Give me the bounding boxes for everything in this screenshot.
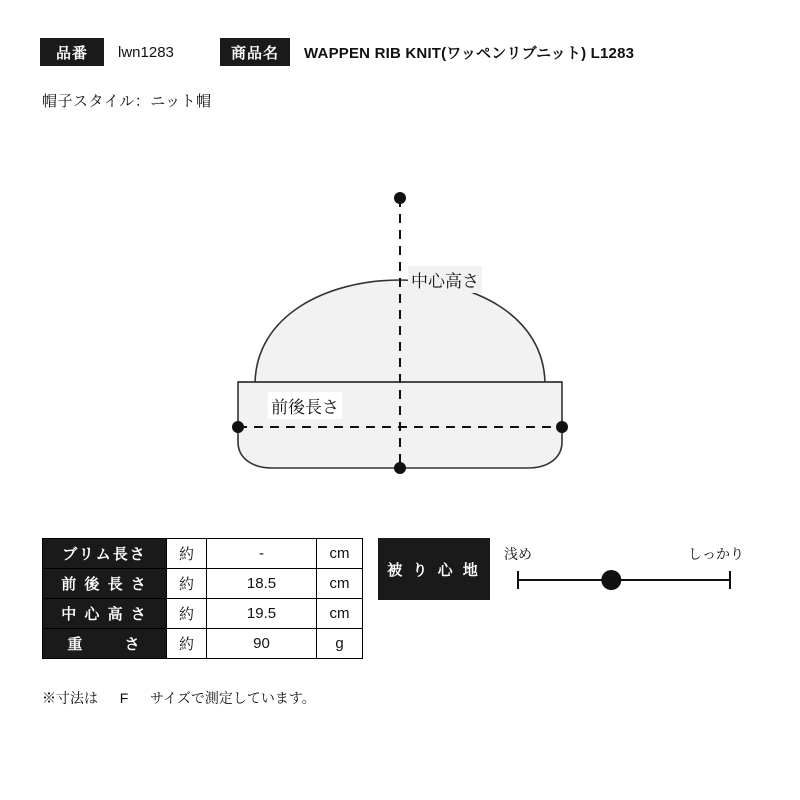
fit-left-label: 浅め	[504, 546, 532, 562]
fit-right-label: しっかり	[688, 546, 744, 562]
header	[40, 38, 760, 66]
table-row	[43, 539, 363, 569]
row-value: 19.5	[207, 599, 317, 629]
fit-marker	[601, 570, 621, 590]
row-approx: 約	[167, 569, 207, 599]
product-name-value: WAPPEN RIB KNIT(ワッペンリブニット) L1283	[304, 44, 635, 62]
table-row	[43, 569, 363, 599]
measurement-table	[42, 538, 363, 659]
hat-style-line: 帽子スタイル：ニット帽	[42, 93, 212, 110]
row-label: ブリム長さ	[43, 539, 167, 569]
row-unit: cm	[317, 539, 363, 569]
row-label: 中 心 高 さ	[43, 599, 167, 629]
note-suffix: サイズで測定しています。	[150, 690, 316, 706]
row-unit: cm	[317, 599, 363, 629]
row-approx: 約	[167, 599, 207, 629]
product-code-label: 品番	[40, 38, 104, 66]
product-name-label: 商品名	[220, 38, 290, 66]
row-value: 90	[207, 629, 317, 659]
row-label: 前 後 長 さ	[43, 569, 167, 599]
product-code-value: lwn1283	[118, 43, 174, 61]
fit-scale	[490, 538, 758, 600]
measurement-note	[42, 688, 316, 708]
fit-gauge-box	[378, 538, 758, 600]
row-unit: g	[317, 629, 363, 659]
row-unit: cm	[317, 569, 363, 599]
hat-diagram	[180, 150, 620, 500]
row-label: 重 さ	[43, 629, 167, 659]
row-approx: 約	[167, 539, 207, 569]
center-height-label: 中心高さ	[408, 266, 482, 293]
note-prefix: ※寸法は	[42, 690, 98, 706]
row-value: 18.5	[207, 569, 317, 599]
fit-label: 被 り 心 地	[378, 538, 490, 600]
note-size: F	[119, 690, 129, 706]
front-back-label: 前後長さ	[268, 392, 342, 419]
table-row	[43, 629, 363, 659]
table-row	[43, 599, 363, 629]
row-value: -	[207, 539, 317, 569]
row-approx: 約	[167, 629, 207, 659]
